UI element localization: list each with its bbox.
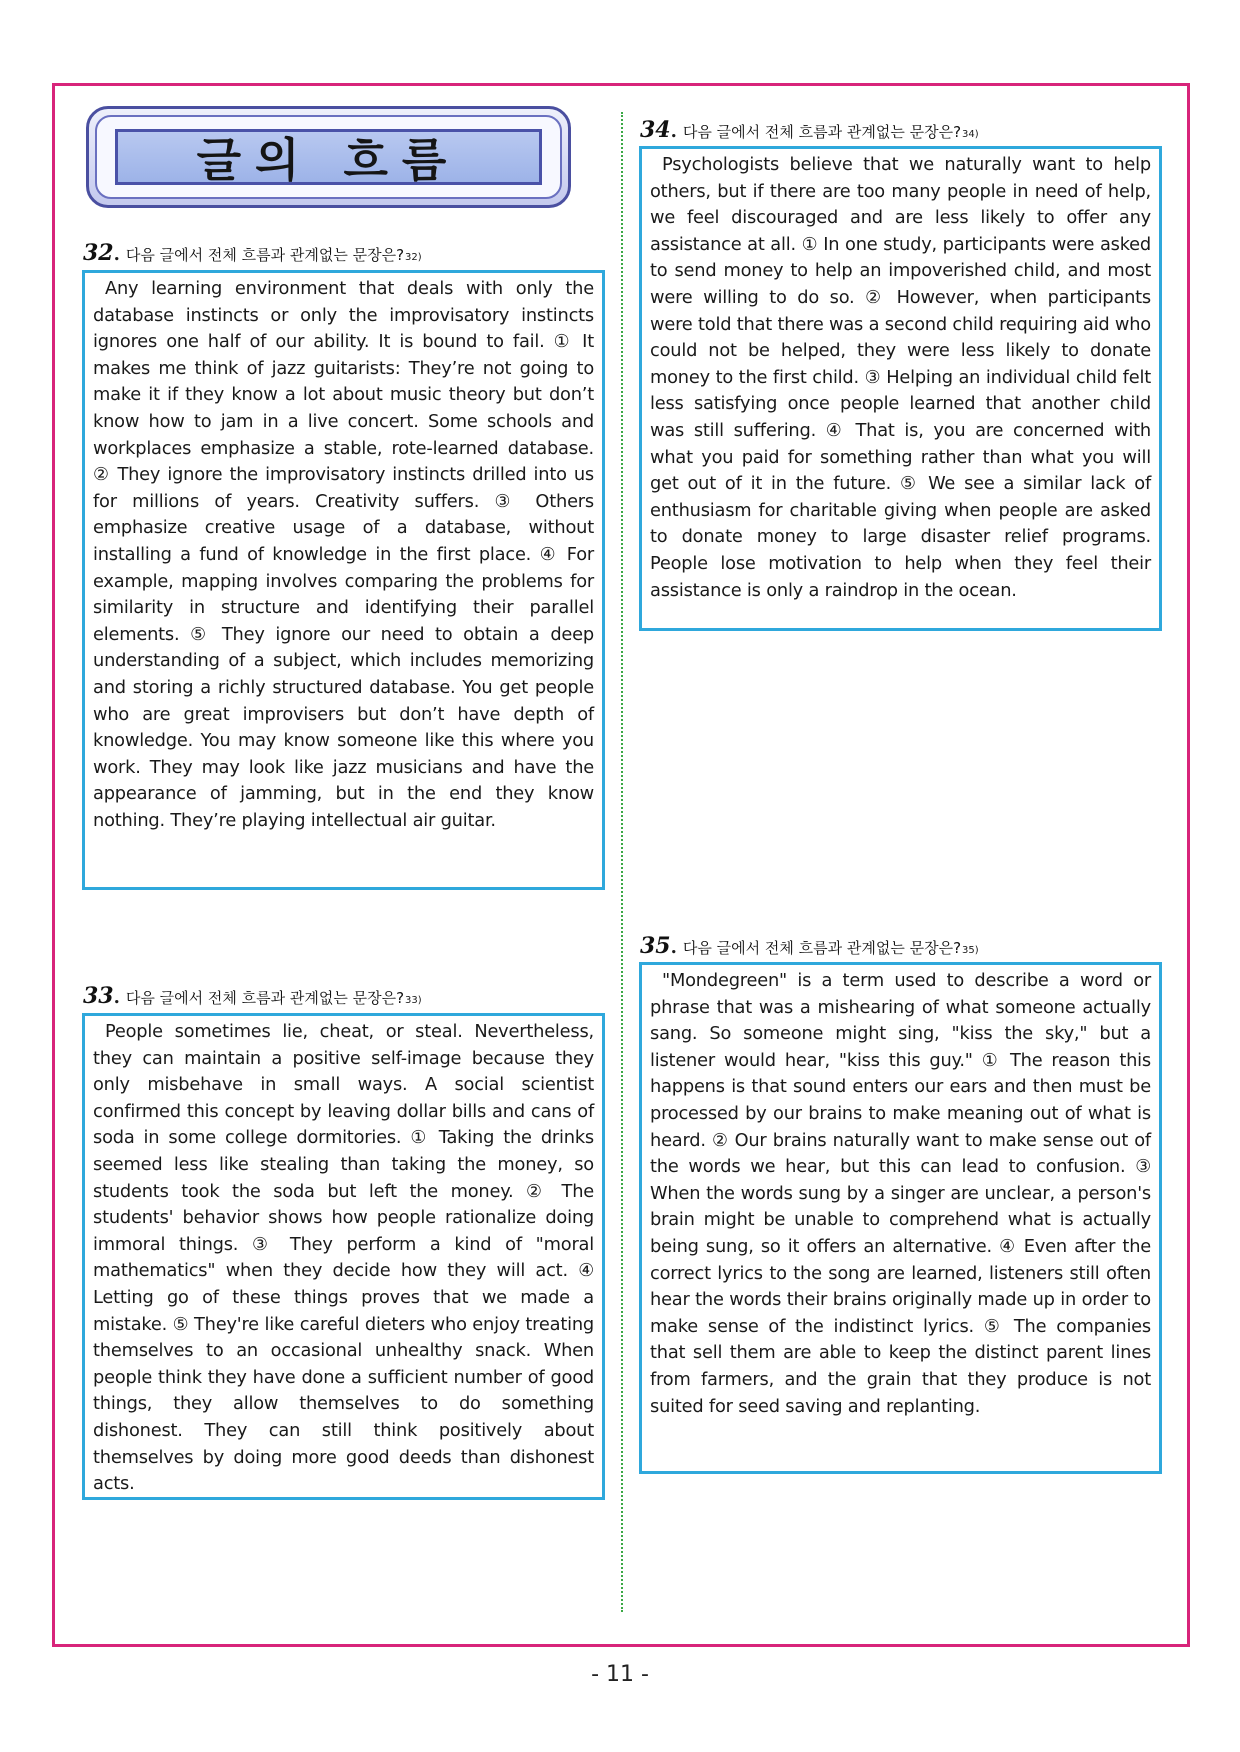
section-title-banner [86, 106, 571, 208]
page-number: - 11 - [591, 1662, 649, 1687]
footnote-ref: 34) [962, 129, 979, 140]
passage-text: "Mondegreen" is a term used to describe a word or phrase that was a mishearing of what someone actually sang. So someone might sing, "kiss the sky," but a listener would hear, "kiss this guy." ① The reason this happens is that sound enters our ears and then must be processed by our brains to make meaning out of what is heard. ② Our brains naturally want to make sense out of the words we hear, but this can lead to confusion. ③ When the words sung by a singer are unclear, a person's brain might be unable to comprehend what is actually being sung, so it offers an alternative. ④ Even after the correct lyrics to the song are learned, listeners still often hear the words their brains originally made up in order to make sense of the indistinct lyrics. ⑤ The companies that sell them are able to keep the distinct parent lines from farmers, and the grain that they produce is not suited for seed saving and replanting. [650, 970, 1151, 1417]
passage-text: People sometimes lie, cheat, or steal. Nevertheless, they can maintain a positive self-image because they only misbehave in small ways. A social scientist confirmed this concept by leaving dollar bills and cans of soda in some college dormitories. ① Taking the drinks seemed less like stealing than taking the money, so students took the soda but left the money. ② The students' behavior shows how people rationalize doing immoral things. ③ They perform a kind of "moral mathematics" when they decide how they will act. ④ Letting go of these things proves that we made a mistake. ⑤ They're like careful dieters who enjoy treating themselves to an occasional unhealthy snack. When people think they have done a sufficient number of good things, they allow themselves to do something dishonest. They can still think positively about themselves by doing more good deeds than dishonest acts. [93, 1021, 594, 1495]
question-34-header [640, 117, 979, 143]
question-dot: . [670, 937, 677, 958]
passage-text: Psychologists believe that we naturally want to help others, but if there are too many people in need of help, we feel discouraged and are less likely to offer any assistance at all. ① In one study, participants were asked to send money to help an impoverished child, and most were willing to do so. ② However, when participants were told that there was a second child requiring aid who could not be helped, they were less likely to donate money to the first child. ③ Helping an individual child felt less satisfying once people learned that another child was still suffering. ④ That is, you are concerned with what you paid for something rather than what you will get out of it in the future. ⑤ We see a similar lack of enthusiasm for charitable giving when people are asked to donate money to large disaster relief programs. People lose motivation to help when they feel their assistance is only a raindrop in the ocean. [650, 154, 1151, 601]
question-33-passage-box [82, 1013, 605, 1500]
question-number: 32 [83, 240, 114, 266]
question-35-header [640, 933, 979, 959]
question-number: 34 [640, 117, 671, 143]
question-number: 35 [640, 933, 671, 959]
section-title-frame [95, 115, 562, 199]
question-33-header [83, 983, 422, 1009]
footnote-ref: 35) [962, 945, 979, 956]
question-32-header [83, 240, 422, 266]
question-prompt: 다음 글에서 전체 흐름과 관계없는 문장은? [125, 246, 405, 264]
question-prompt: 다음 글에서 전체 흐름과 관계없는 문장은? [125, 989, 405, 1007]
question-number: 33 [83, 983, 114, 1009]
section-title: 글의 흐름 [196, 133, 461, 187]
footnote-ref: 32) [405, 252, 422, 263]
question-prompt: 다음 글에서 전체 흐름과 관계없는 문장은? [682, 939, 962, 957]
passage-text: Any learning environment that deals with only the database instincts or only the improvisatory instincts ignores one half of our ability. It is bound to fail. ① It makes me think of jazz guitarists: They’re not going to make it if they know a lot about music theory but don’t know how to jam in a live concert. Some schools and workplaces emphasize a stable, rote-learned database. ② They ignore the improvisatory instincts drilled into us for millions of years. Creativity suffers. ③ Others emphasize creative usage of a database, without installing a fund of knowledge in the first place. ④ For example, mapping involves comparing the problems for similarity in structure and identifying their parallel elements. ⑤ They ignore our need to obtain a deep understanding of a subject, which includes memorizing and storing a richly structured database. You get people who are great improvisers but don’t have depth of knowledge. You may know someone like this where you work. They may look like jazz musicians and have the appearance of jamming, but in the end they know nothing. They’re playing intellectual air guitar. [93, 278, 594, 831]
question-dot: . [113, 987, 120, 1008]
footnote-ref: 33) [405, 995, 422, 1006]
question-35-passage-box [639, 962, 1162, 1474]
column-divider [621, 112, 623, 1612]
question-dot: . [670, 121, 677, 142]
section-title-box [115, 129, 542, 185]
question-prompt: 다음 글에서 전체 흐름과 관계없는 문장은? [682, 123, 962, 141]
question-dot: . [113, 244, 120, 265]
question-32-passage-box [82, 270, 605, 890]
question-34-passage-box [639, 146, 1162, 631]
